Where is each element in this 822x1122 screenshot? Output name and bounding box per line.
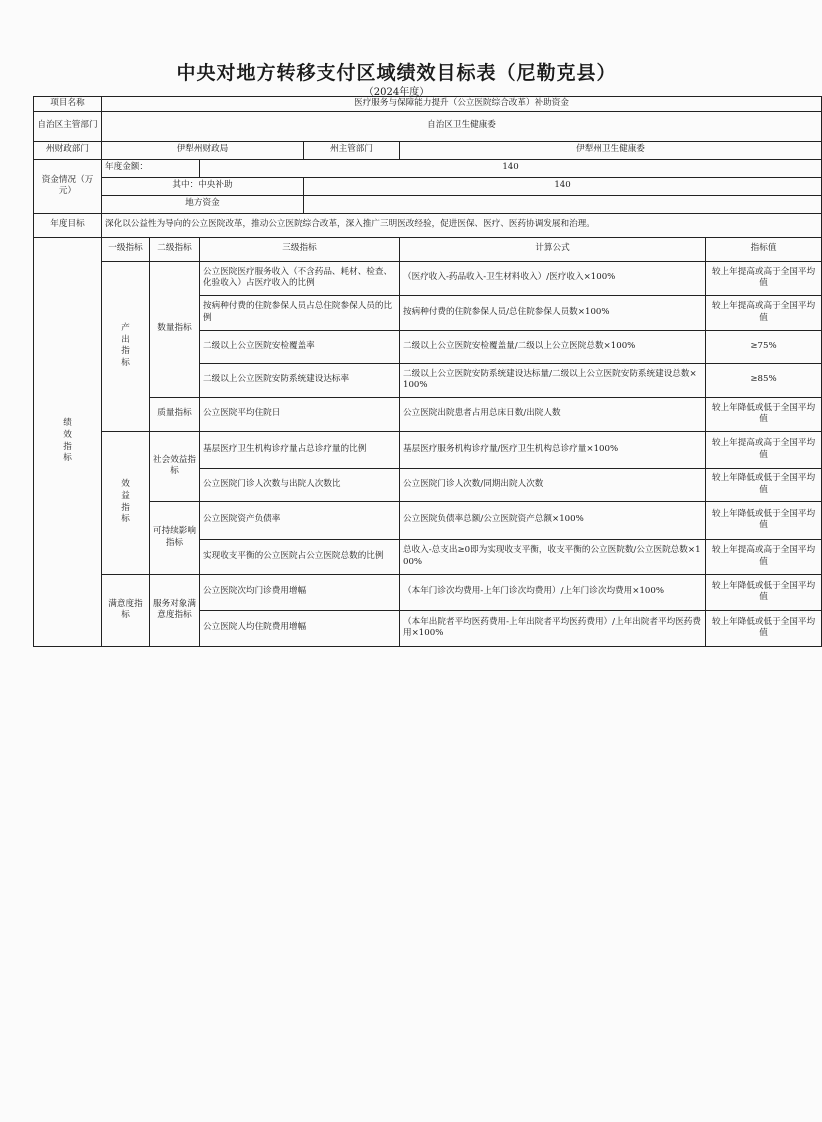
annual-goal-label: 年度目标: [34, 213, 102, 237]
funds-central-label: 其中：中央补助: [102, 177, 304, 195]
region-dept-label: 自治区主管部门: [34, 111, 102, 141]
formula-cell: 公立医院负债率总额/公立医院资产总额×100%: [400, 501, 706, 539]
page-subtitle: （2024年度）: [363, 87, 430, 98]
funds-local-label: 地方资金: [102, 195, 304, 213]
formula-cell: 二级以上公立医院安检覆盖量/二级以上公立医院总数×100%: [400, 330, 706, 363]
formula-cell: （本年出院者平均医药费用-上年出院者平均医药费用）/上年出院者平均医药费用×100%: [400, 610, 706, 646]
header-formula: 计算公式: [400, 237, 706, 261]
funds-local-value: [304, 195, 822, 213]
header-target: 指标值: [706, 237, 822, 261]
formula-cell: 二级以上公立医院安防系统建设达标量/二级以上公立医院安防系统建设总数×100%: [400, 363, 706, 397]
level3-cell: 按病种付费的住院参保人员占总住院参保人员的比例: [200, 295, 400, 330]
target-cell: ≥85%: [706, 363, 822, 397]
target-cell: 较上年提高或高于全国平均值: [706, 295, 822, 330]
level3-cell: 公立医院平均住院日: [200, 397, 400, 431]
target-cell: 较上年降低或低于全国平均值: [706, 468, 822, 501]
performance-target-table: [33, 96, 822, 647]
level3-cell: 基层医疗卫生机构诊疗量占总诊疗量的比例: [200, 431, 400, 468]
level2-social: 社会效益指标: [150, 431, 200, 501]
level3-cell: 公立医院人均住院费用增幅: [200, 610, 400, 646]
level3-cell: 公立医院资产负债率: [200, 501, 400, 539]
level1-benefit: 效益指标: [102, 431, 150, 574]
prefecture-dept-label: 州主管部门: [304, 141, 400, 159]
level3-cell: 公立医院医疗服务收入（不含药品、耗材、检查、化验收入）占医疗收入的比例: [200, 261, 400, 295]
header-level2: 二级指标: [150, 237, 200, 261]
formula-cell: 基层医疗服务机构诊疗量/医疗卫生机构总诊疗量×100%: [400, 431, 706, 468]
project-name-label: 项目名称: [34, 97, 102, 112]
level1-output: 产出指标: [102, 261, 150, 431]
target-cell: 较上年降低或低于全国平均值: [706, 397, 822, 431]
formula-cell: 公立医院出院患者占用总床日数/出院人数: [400, 397, 706, 431]
level3-cell: 二级以上公立医院安防系统建设达标率: [200, 363, 400, 397]
level2-quantity: 数量指标: [150, 261, 200, 397]
level3-cell: 公立医院次均门诊费用增幅: [200, 574, 400, 610]
annual-goal-value: 深化以公益性为导向的公立医院改革，推动公立医院综合改革，深入推广三明医改经验，促进医保、医疗、医药协调发展和治理。: [102, 213, 822, 237]
funds-central-value: 140: [304, 177, 822, 195]
target-cell: 较上年提高或高于全国平均值: [706, 539, 822, 574]
formula-cell: 按病种付费的住院参保人员/总住院参保人员数×100%: [400, 295, 706, 330]
funds-label: 资金情况（万元）: [34, 159, 102, 213]
level2-service-satisfaction: 服务对象满意度指标: [150, 574, 200, 646]
level1-satisfaction: 满意度指标: [102, 574, 150, 646]
level3-cell: 公立医院门诊人次数与出院人次数比: [200, 468, 400, 501]
level3-cell: 二级以上公立医院安检覆盖率: [200, 330, 400, 363]
target-cell: 较上年提高或高于全国平均值: [706, 261, 822, 295]
header-level1: 一级指标: [102, 237, 150, 261]
page-title: 中央对地方转移支付区域绩效目标表（尼勒克县）: [176, 62, 617, 84]
formula-cell: 公立医院门诊人次数/同期出院人次数: [400, 468, 706, 501]
funds-annual-label: 年度金额：: [102, 159, 200, 177]
prefecture-dept-value: 伊犁州卫生健康委: [400, 141, 822, 159]
perf-indicators-label: 绩效指标: [34, 237, 102, 646]
formula-cell: 总收入-总支出≥0即为实现收支平衡，收支平衡的公立医院数/公立医院总数×100%: [400, 539, 706, 574]
formula-cell: （本年门诊次均费用-上年门诊次均费用）/上年门诊次均费用×100%: [400, 574, 706, 610]
target-cell: 较上年降低或低于全国平均值: [706, 574, 822, 610]
formula-cell: （医疗收入-药品收入-卫生材料收入）/医疗收入×100%: [400, 261, 706, 295]
project-name-value: 医疗服务与保障能力提升（公立医院综合改革）补助资金: [102, 97, 822, 112]
level2-quality: 质量指标: [150, 397, 200, 431]
target-cell: 较上年提高或高于全国平均值: [706, 431, 822, 468]
level2-sustainable: 可持续影响指标: [150, 501, 200, 574]
prefecture-finance-value: 伊犁州财政局: [102, 141, 304, 159]
region-dept-value: 自治区卫生健康委: [102, 111, 822, 141]
level3-cell: 实现收支平衡的公立医院占公立医院总数的比例: [200, 539, 400, 574]
target-cell: 较上年降低或低于全国平均值: [706, 610, 822, 646]
prefecture-finance-label: 州财政部门: [34, 141, 102, 159]
funds-annual-value: 140: [200, 159, 822, 177]
target-cell: ≥75%: [706, 330, 822, 363]
target-cell: 较上年降低或低于全国平均值: [706, 501, 822, 539]
header-level3: 三级指标: [200, 237, 400, 261]
